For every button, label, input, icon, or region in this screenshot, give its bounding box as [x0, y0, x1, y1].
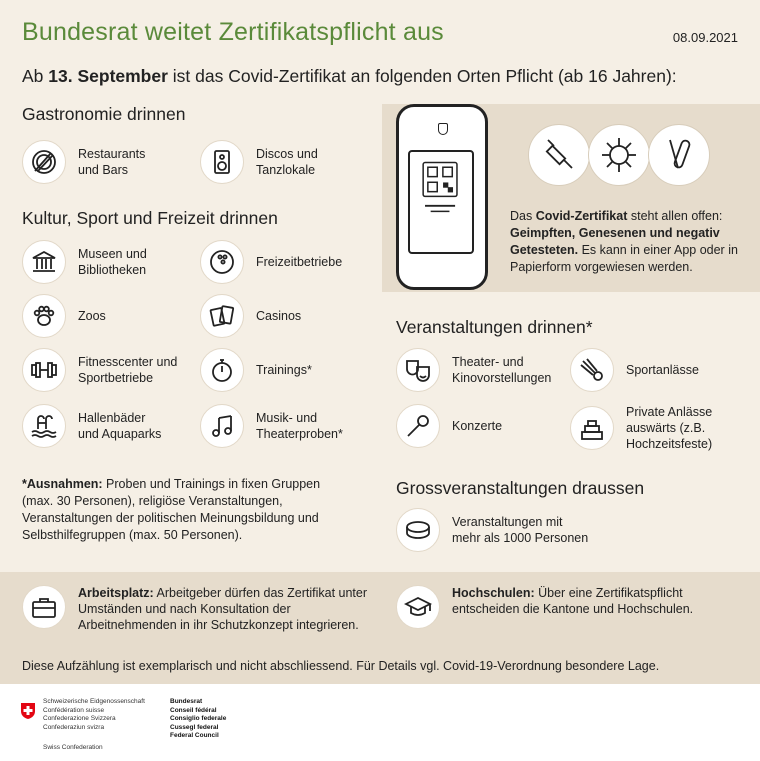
graduation-cap-icon — [396, 585, 440, 629]
stadium-icon — [396, 508, 440, 552]
list-item: Sportanlässe — [570, 348, 699, 392]
list-item: Museen und Bibliotheken — [22, 240, 147, 284]
list-item: Discos und Tanzlokale — [200, 140, 318, 184]
university-info: Hochschulen: Über eine Zertifikatspflicht entscheiden die Kantone und Hochschulen. — [396, 585, 712, 629]
syringe-icon — [528, 124, 590, 186]
list-item: Fitnesscenter und Sportbetriebe — [22, 348, 177, 392]
shield-icon — [438, 123, 448, 135]
shuttlecock-icon — [570, 348, 614, 392]
certificate-info: Das Covid-Zertifikat steht allen offen: Geimpften, Genesenen und negativ Getesteten. Es kann in einer App oder in Papierform vorgewiesen werden. — [510, 209, 738, 274]
events-heading: Veranstaltungen drinnen* — [396, 317, 593, 337]
kultur-heading: Kultur, Sport und Freizeit drinnen — [22, 208, 278, 228]
exceptions-note: *Ausnahmen: Proben und Trainings in fixen Gruppen (max. 30 Personen), religiöse Veranstaltungen, Veranstaltungen der politischen Meinungsbildung und Selbsthilfegruppen (max. 50 Personen). — [22, 477, 321, 542]
music-note-icon — [200, 404, 244, 448]
list-item: Trainings* — [200, 348, 312, 392]
virus-icon — [588, 124, 650, 186]
list-item: Musik- und Theaterproben* — [200, 404, 343, 448]
council-names: Bundesrat Conseil fédéral Consiglio federale Cussegl federal Federal Council — [170, 698, 227, 739]
test-tube-icon — [648, 124, 710, 186]
playing-cards-icon — [200, 294, 244, 338]
intro-text: Ab 13. September ist das Covid-Zertifikat an folgenden Orten Pflicht (ab 16 Jahren): — [22, 66, 677, 86]
outdoor-heading: Grossveranstaltungen draussen — [396, 478, 645, 498]
microphone-icon — [396, 404, 440, 448]
list-item: Konzerte — [396, 404, 502, 448]
list-item: Veranstaltungen mit mehr als 1000 Personen — [396, 508, 588, 552]
disclaimer: Diese Aufzählung ist exemplarisch und nicht abschliessend. Für Details vgl. Covid-19-Verordnung besondere Lage. — [22, 659, 660, 673]
stopwatch-icon — [200, 348, 244, 392]
list-item: Restaurants und Bars — [22, 140, 145, 184]
wedding-cake-icon — [570, 406, 614, 450]
museum-icon — [22, 240, 66, 284]
list-item: Theater- und Kinovorstellungen — [396, 348, 551, 392]
list-item: Casinos — [200, 294, 301, 338]
list-item: Hallenbäder und Aquaparks — [22, 404, 161, 448]
publication-date: 08.09.2021 — [672, 30, 738, 45]
certificate-ticket-icon — [408, 150, 474, 254]
bowling-ball-icon — [200, 240, 244, 284]
list-item: Private Anlässe auswärts (z.B. Hochzeitsfeste) — [570, 404, 712, 452]
swiss-confederation-label: Swiss Confederation — [43, 744, 103, 751]
confederation-names: Schweizerische Eidgenossenschaft Confédération suisse Confederazione Svizzera Confederaziun svizra — [43, 698, 145, 731]
page-title: Bundesrat weitet Zertifikatspflicht aus — [22, 18, 444, 46]
gastro-heading: Gastronomie drinnen — [22, 104, 186, 124]
paw-icon — [22, 294, 66, 338]
plate-cutlery-icon — [22, 140, 66, 184]
pool-icon — [22, 404, 66, 448]
theater-masks-icon — [396, 348, 440, 392]
dumbbell-icon — [22, 348, 66, 392]
list-item: Freizeitbetriebe — [200, 240, 342, 284]
work-info: Arbeitsplatz: Arbeitgeber dürfen das Zertifikat unter Umständen und nach Konsultation der Arbeitnehmenden in ihr Schutzkonzept integrieren. — [22, 585, 378, 633]
swiss-shield-icon — [20, 702, 36, 720]
speaker-icon — [200, 140, 244, 184]
briefcase-icon — [22, 585, 66, 629]
list-item: Zoos — [22, 294, 106, 338]
